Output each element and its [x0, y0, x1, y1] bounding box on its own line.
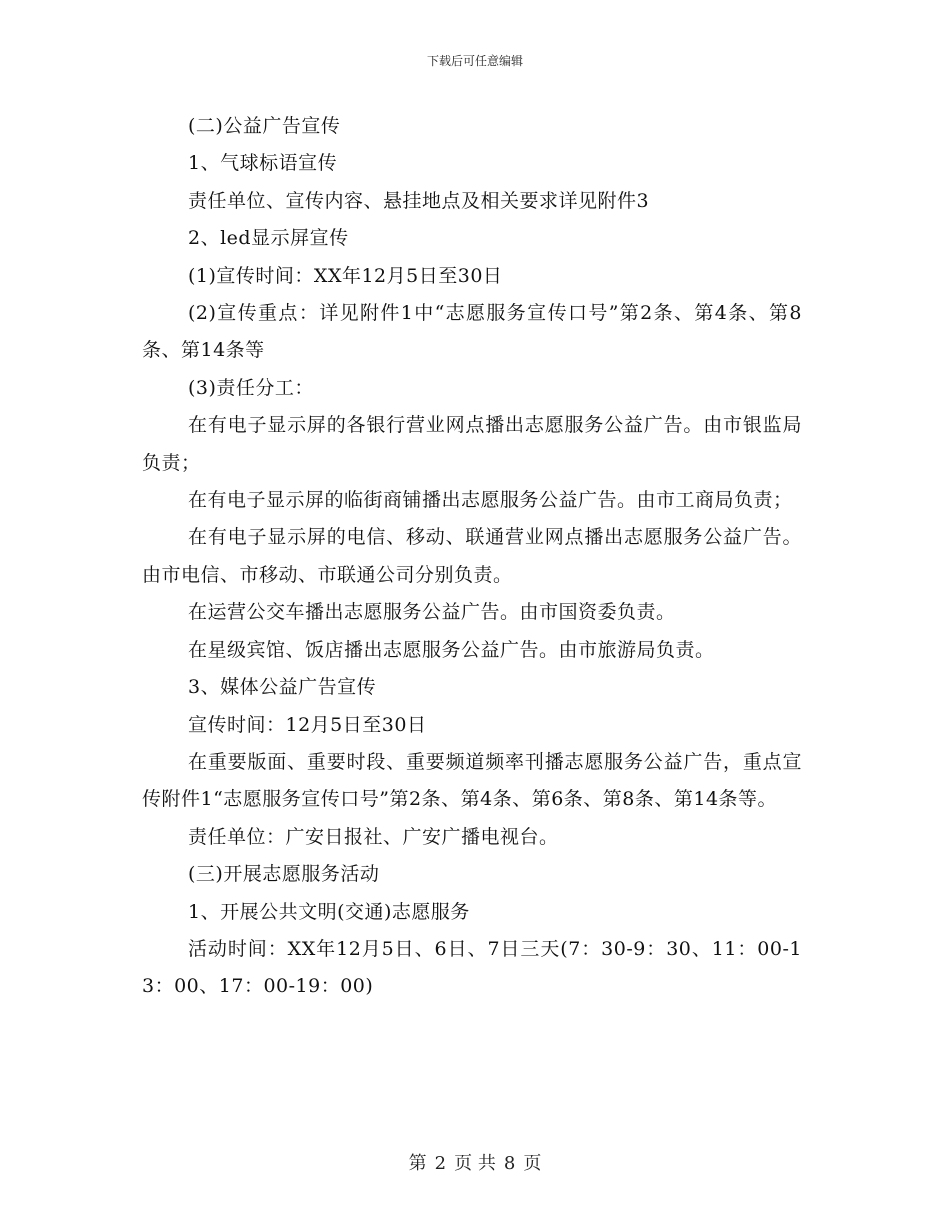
paragraph: 责任单位、宣传内容、悬挂地点及相关要求详见附件3 [188, 189, 650, 212]
paragraph: 2、led显示屏宣传 [188, 227, 349, 250]
document-body [142, 108, 802, 1006]
page-label-suffix: 页 [523, 1153, 542, 1174]
paragraph: 3、媒体公益广告宣传 [188, 676, 377, 699]
paragraph: (1)宣传时间：XX年12月5日至30日 [188, 264, 503, 287]
page-label-prefix: 第 [408, 1153, 427, 1174]
page-number-footer [0, 1152, 950, 1176]
paragraph: 在有电子显示屏的临街商铺播出志愿服务公益广告。由市工商局负责； [188, 489, 793, 512]
paragraph: 1、开展公共文明(交通)志愿服务 [188, 900, 470, 923]
paragraph: 宣传时间：12月5日至30日 [188, 713, 427, 736]
paragraph: 在运营公交车播出志愿服务公益广告。由市国资委负责。 [188, 601, 676, 624]
paragraph: 在星级宾馆、饭店播出志愿服务公益广告。由市旅游局负责。 [188, 638, 715, 661]
paragraph: (2)宣传重点：详见附件1中“志愿服务宣传口号”第2条、第4条、第8条、第14条等 [142, 302, 802, 362]
page-label-middle: 页 共 [454, 1153, 496, 1174]
paragraph: 在重要版面、重要时段、重要频道频率刊播志愿服务公益广告，重点宣传附件1“志愿服务宣传口号”第2条、第4条、第6条、第8条、第14条等。 [142, 750, 802, 811]
total-pages-number: 8 [503, 1153, 516, 1174]
current-page-number: 2 [434, 1153, 447, 1174]
paragraph: (3)责任分工： [188, 376, 314, 399]
paragraph: (三)开展志愿服务活动 [188, 863, 380, 886]
paragraph: 活动时间：XX年12月5日、6日、7日三天(7：30-9：30、11：00-13：00、17：00-19：00) [142, 937, 802, 998]
paragraph: (二)公益广告宣传 [188, 115, 341, 137]
paragraph: 在有电子显示屏的各银行营业网点播出志愿服务公益广告。由市银监局负责； [142, 414, 802, 474]
paragraph: 责任单位：广安日报社、广安广播电视台。 [188, 825, 559, 848]
paragraph: 1、气球标语宣传 [188, 152, 338, 175]
paragraph: 在有电子显示屏的电信、移动、联通营业网点播出志愿服务公益广告。由市电信、市移动、市联通公司分别负责。 [142, 526, 802, 586]
page-header-note: 下载后可任意编辑 [426, 54, 523, 68]
